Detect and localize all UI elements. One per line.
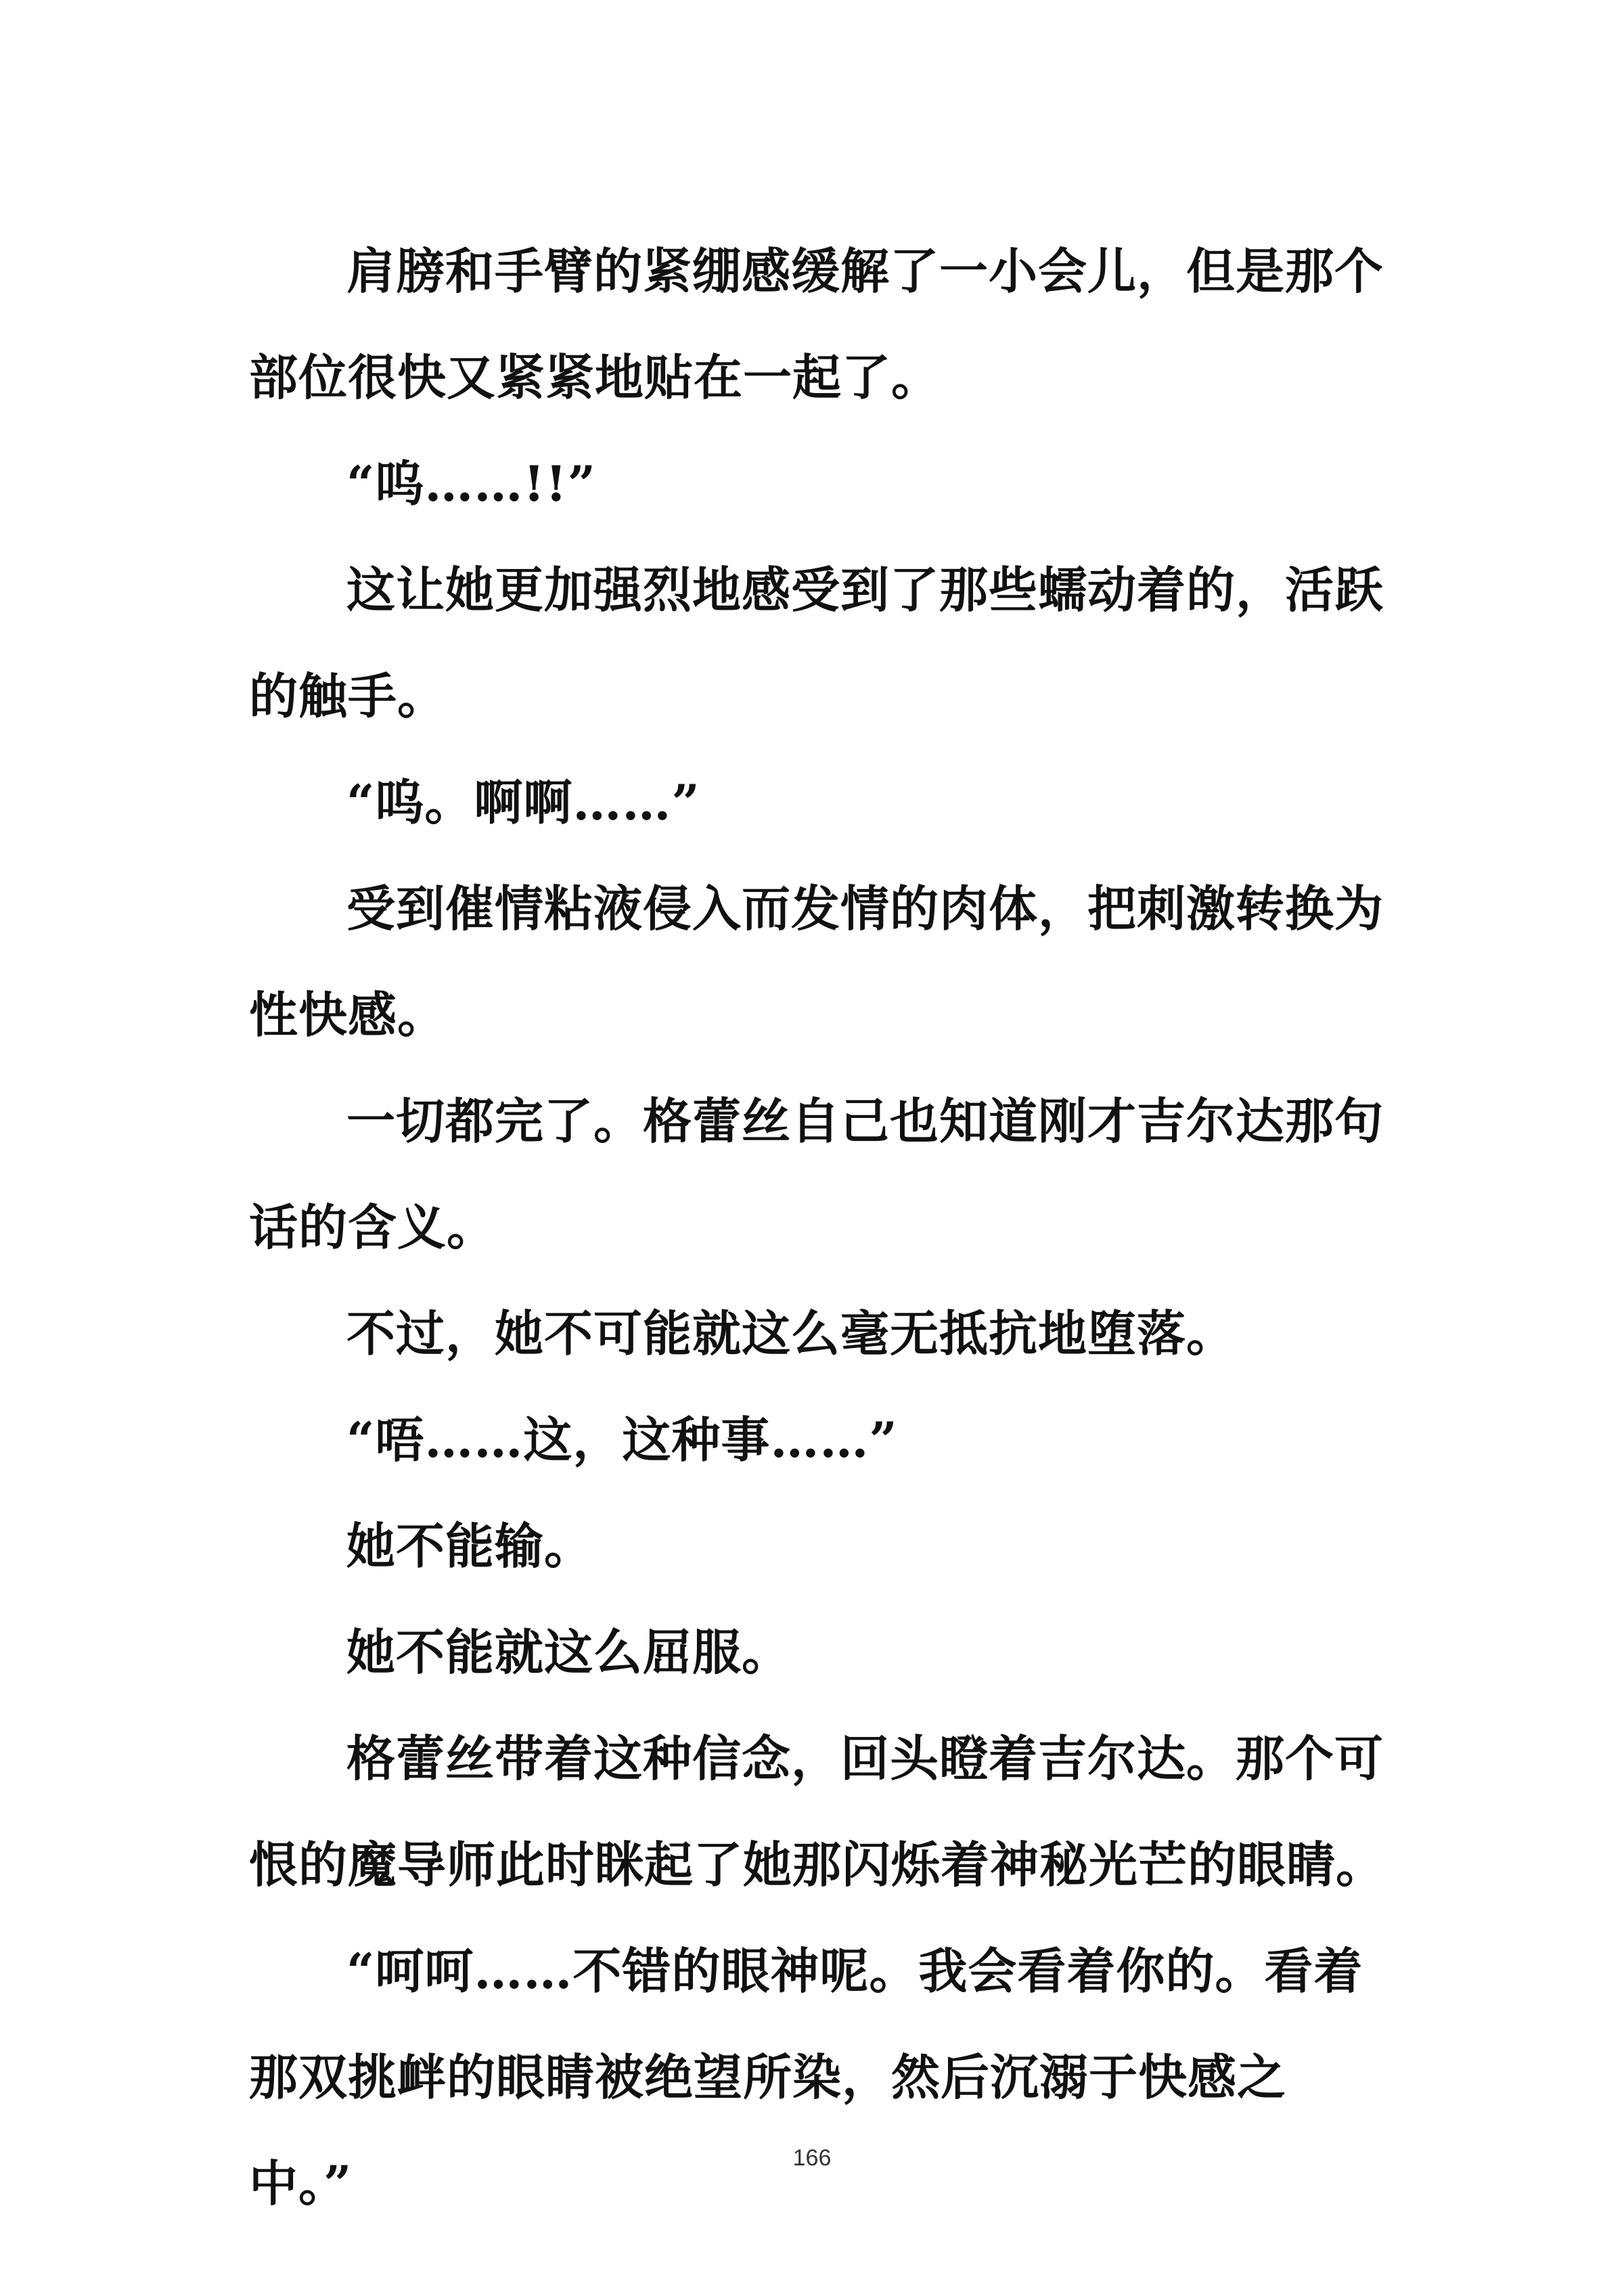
paragraph: “呵呵……不错的眼神呢。我会看着你的。看着那双挑衅的眼睛被绝望所染，然后沉溺于快感之中。” xyxy=(249,1942,1363,2212)
paragraph: 肩膀和手臂的紧绷感缓解了一小会儿，但是那个部位很快又紧紧地贴在一起了。 xyxy=(249,242,1384,406)
paragraph: “唔……这，这种事……” xyxy=(346,1411,898,1468)
paragraph: 这让她更加强烈地感受到了那些蠕动着的，活跃的触手。 xyxy=(249,561,1384,725)
page-number: 166 xyxy=(792,2145,832,2171)
paragraph: 她不能输。 xyxy=(346,1517,594,1575)
body-text xyxy=(249,218,1386,2236)
paragraph: 她不能就这么屈服。 xyxy=(346,1623,792,1681)
paragraph: 格蕾丝带着这种信念，回头瞪着吉尔达。那个可恨的魔导师此时眯起了她那闪烁着神秘光芒的眼睛。 xyxy=(249,1730,1386,1893)
paragraph: “呜……!!” xyxy=(346,455,597,512)
paragraph: 不过，她不可能就这么毫无抵抗地堕落。 xyxy=(346,1305,1236,1362)
paragraph: “呜。啊啊……” xyxy=(346,773,700,831)
paragraph: 一切都完了。格蕾丝自己也知道刚才吉尔达那句话的含义。 xyxy=(249,1092,1384,1256)
paragraph: 受到催情粘液侵入而发情的肉体，把刺激转换为性快感。 xyxy=(249,880,1384,1043)
